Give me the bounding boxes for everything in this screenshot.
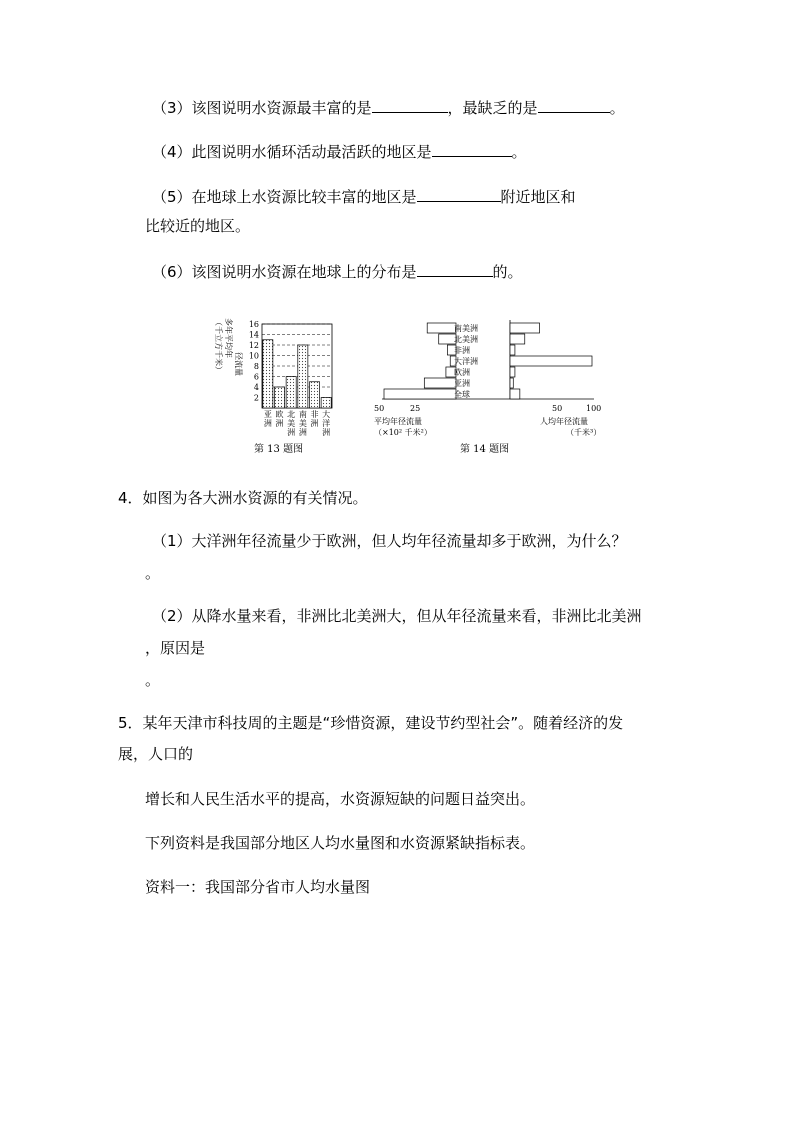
fig13-bar xyxy=(309,382,319,408)
fig14-category-label: 南美洲 xyxy=(454,324,478,333)
question-3-prefix: （3）该图说明水资源最丰富的是 xyxy=(152,99,372,117)
fig13-ytick-label: 16 xyxy=(248,320,259,329)
section-5-line5: 资料一：我国部分省市人均水量图 xyxy=(145,878,371,896)
fig13-ytick-label: 14 xyxy=(248,330,259,340)
question-3-end: 。 xyxy=(609,99,625,117)
fig13-ytick-label: 2 xyxy=(253,393,259,403)
fig14-category-label: 北美洲 xyxy=(454,335,478,344)
fig14-right-bar xyxy=(510,334,525,344)
fig13-ylabel-col1: 多年平均年 xyxy=(224,318,233,358)
question-4-prefix: （4）此图说明水循环活动最活跃的地区是 xyxy=(152,143,432,161)
fig13-caption: 第 13 题图 xyxy=(254,444,304,455)
fig13-ytick-label: 12 xyxy=(248,341,259,350)
fig14-left-bar xyxy=(384,389,456,399)
fig13-ytick-label: 6 xyxy=(253,372,259,382)
section-4-sub1-end: 。 xyxy=(145,564,161,582)
question-6 xyxy=(152,260,523,282)
question-4-end: 。 xyxy=(511,143,527,161)
section-4-sub2-cont: ，原因是 xyxy=(145,639,206,657)
section-4-sub1: （1）大洋洲年径流量少于欧洲，但人均年径流量却多于欧洲，为什么？ xyxy=(152,532,627,550)
fig14-category-label: 非洲 xyxy=(454,346,470,355)
question-3-mid: ，最缺乏的是 xyxy=(447,99,538,117)
section-4-title: 4．如图为各大洲水资源的有关情况。 xyxy=(118,489,368,507)
fig13-ytick-label: 4 xyxy=(253,383,259,392)
question-5 xyxy=(152,185,576,207)
fig13-ylabel-col3: （千立方千米） xyxy=(214,318,223,374)
fig14-category-label: 大洋洲 xyxy=(454,357,478,366)
fig14-left-axis-unit: （×10² 千米²） xyxy=(374,428,432,437)
answer-blank-4[interactable] xyxy=(432,140,512,157)
fig13-xtick-label: 欧洲 xyxy=(275,410,284,428)
fig14-right-tick-50: 50 xyxy=(552,404,563,413)
fig13-xtick-label: 亚洲 xyxy=(263,410,272,428)
figure-13-chart xyxy=(214,312,344,460)
fig14-category-label: 欧洲 xyxy=(454,368,470,377)
fig13-bar xyxy=(321,398,331,409)
fig13-bar xyxy=(286,377,296,409)
answer-blank-3a[interactable] xyxy=(372,96,448,113)
fig14-caption: 第 14 题图 xyxy=(460,444,510,455)
fig14-left-tick-25: 25 xyxy=(410,404,421,413)
fig14-left-tick-50: 50 xyxy=(374,404,385,413)
question-3 xyxy=(152,96,625,118)
fig14-right-bar xyxy=(510,356,592,366)
fig14-left-bar xyxy=(424,378,456,388)
fig13-ytick-label: 8 xyxy=(253,362,259,371)
answer-blank-3b[interactable] xyxy=(538,96,610,113)
section-5-line3: 增长和人民生活水平的提高，水资源短缺的问题日益突出。 xyxy=(145,790,536,808)
fig14-right-bar xyxy=(510,367,515,377)
fig14-right-axis-unit: （千米³） xyxy=(566,428,602,437)
fig14-right-tick-100: 100 xyxy=(586,404,602,413)
question-6-end: 的。 xyxy=(492,263,523,281)
figure-14-chart xyxy=(368,312,614,460)
question-4 xyxy=(152,140,527,162)
fig13-bar xyxy=(298,345,308,408)
fig13-ylabel-col2: 径流量 xyxy=(234,352,243,376)
section-5-line1: 5．某年天津市科技周的主题是“珍惜资源，建设节约型社会”。随着经济的发 xyxy=(118,714,624,732)
fig14-right-bar xyxy=(510,345,515,355)
fig13-bar xyxy=(263,340,273,408)
question-6-prefix: （6）该图说明水资源在地球上的分布是 xyxy=(152,263,417,281)
fig14-left-bar xyxy=(427,323,456,333)
fig14-right-bar xyxy=(510,323,540,333)
fig13-ylabel xyxy=(214,318,244,376)
question-5-prefix: （5）在地球上水资源比较丰富的地区是 xyxy=(152,188,417,206)
fig13-xtick-label: 大洋洲 xyxy=(322,410,331,437)
section-5-line4: 下列资料是我国部分地区人均水量图和水资源紧缺指标表。 xyxy=(145,834,536,852)
fig14-left-axis-label: 平均年径流量 xyxy=(374,417,422,426)
fig14-right-axis-label: 人均年径流量 xyxy=(540,417,588,426)
question-5-end: 附近地区和 xyxy=(500,188,576,206)
fig13-bar xyxy=(274,387,284,408)
fig14-right-bar xyxy=(510,389,520,399)
fig13-xtick-label: 南美洲 xyxy=(298,410,307,437)
fig14-category-label: 全球 xyxy=(454,390,470,399)
answer-blank-5[interactable] xyxy=(417,185,501,202)
section-5-line2: 展，人口的 xyxy=(118,745,194,763)
fig13-xtick-label: 北美洲 xyxy=(287,410,296,437)
section-4-sub2-end: 。 xyxy=(145,671,161,689)
fig14-right-bar xyxy=(510,378,513,388)
fig14-category-label: 亚洲 xyxy=(454,379,470,388)
question-5-line2: 比较近的地区。 xyxy=(145,217,251,235)
section-4-sub2: （2）从降水量来看，非洲比北美洲大，但从年径流量来看，非洲比北美洲 xyxy=(152,607,642,625)
fig13-ytick-label: 10 xyxy=(248,351,259,361)
answer-blank-6[interactable] xyxy=(417,260,493,277)
fig13-xtick-label: 非洲 xyxy=(310,410,319,428)
